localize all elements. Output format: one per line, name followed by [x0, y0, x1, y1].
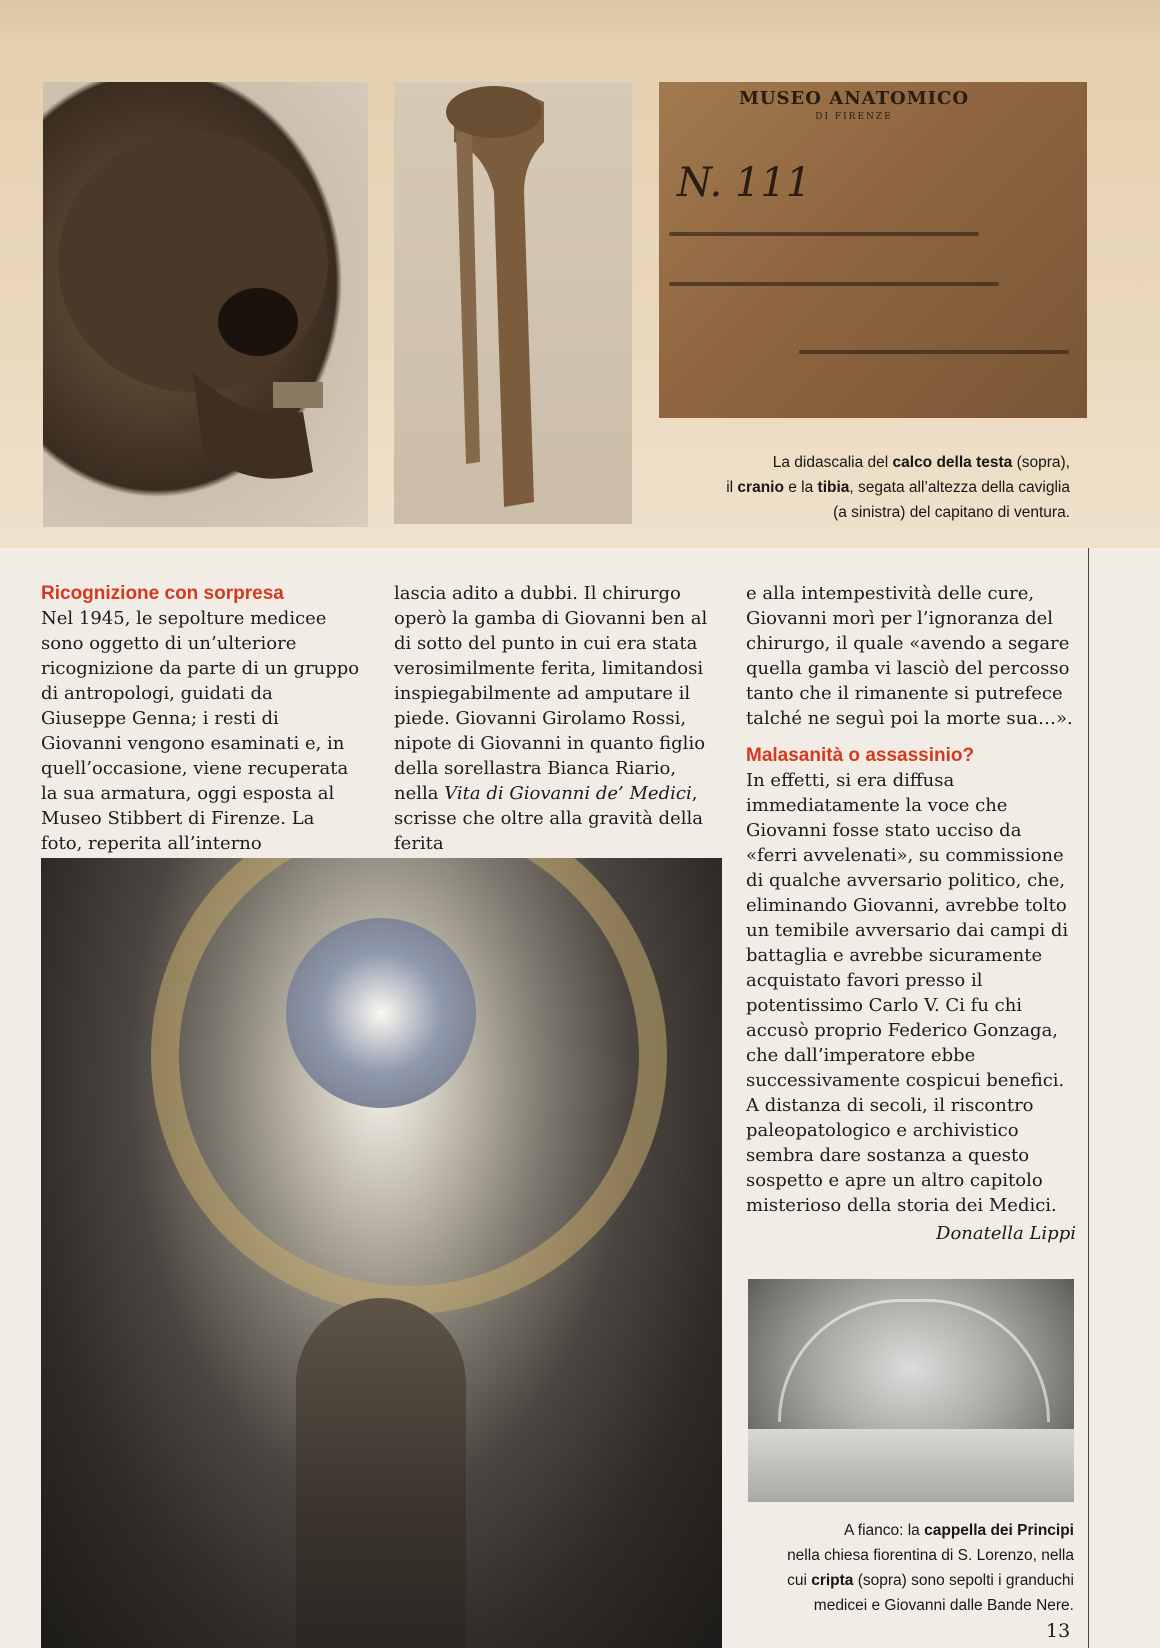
- handwriting-line: [669, 232, 979, 236]
- book-title: Vita di Giovanni de’ Medici: [444, 783, 692, 804]
- caption-text: A fianco: la: [843, 1522, 925, 1539]
- museum-label-heading: MUSEO ANATOMICO: [738, 88, 970, 109]
- header-strip: [0, 0, 1160, 58]
- caption-text: , segata all’altezza della caviglia: [849, 479, 1070, 496]
- caption-top: [640, 450, 1070, 525]
- column-rule: [1088, 548, 1089, 1648]
- caption-bold: cripta: [811, 1572, 854, 1589]
- handwriting-line: [669, 282, 999, 286]
- body-text-part: , scrisse che oltre alla gravità della ferita: [394, 783, 703, 854]
- author-name: Donatella Lippi: [936, 1223, 1076, 1244]
- tibia-illustration: [394, 82, 632, 524]
- caption-text: e la: [783, 479, 818, 496]
- body-text-part: lascia adito a dubbi. Il chirurgo operò la gamba di Giovanni ben al di sotto del punto in cui era stata verosimilmente ferita, limitandosi inspiegabilmente ad amputare il piede. Giovanni Girolamo Rossi, nipote di Giovanni in quanto figlio della sorellastra Bianca Riario, nella: [394, 583, 708, 804]
- page-number: 13: [1046, 1620, 1071, 1642]
- crypt-vault: [778, 1299, 1050, 1422]
- crypt-floor: [748, 1429, 1074, 1502]
- altar-apse: [296, 1298, 466, 1648]
- section-heading-ricognizione: Ricognizione con sorpresa: [41, 583, 284, 604]
- caption-text: (sopra) sono sepolti i granduchi: [853, 1572, 1074, 1589]
- dome-lantern: [286, 918, 476, 1108]
- chapel-dome-photo: [41, 858, 722, 1648]
- column-1: [41, 581, 361, 881]
- handwriting-line: [799, 350, 1069, 354]
- museum-label-subheading: DI FIRENZE: [815, 112, 893, 122]
- caption-text: (sopra),: [1012, 454, 1070, 471]
- section-heading-malasanita: Malasanità o assassinio?: [746, 745, 975, 766]
- body-text: In effetti, si era diffusa immediatamente la voce che Giovanni fosse stato ucciso da «ferri avvelenati», su commissione di qualche avversario politico, che, eliminando Giovanni, avrebbe tolto un temibile avversario dai campi di battaglia e avrebbe sicuramente acquistato favori presso il potentissimo Carlo V. Ci fu chi accusò proprio Federico Gonzaga, che dall’imperatore ebbe successivamente cospicui benefici. A distanza di secoli, il riscontro paleopatologico e archivistico sembra dare sostanza a questo sospetto e apre un altro capitolo misterioso della storia dei Medici.: [746, 770, 1069, 1216]
- body-text: [394, 581, 714, 856]
- crypt-photo: [748, 1279, 1074, 1502]
- caption-bottom: [740, 1518, 1074, 1618]
- museum-label-photo: [659, 82, 1087, 418]
- column-3: [746, 581, 1076, 1246]
- body-text: Nel 1945, le sepolture medicee sono oggetto di un’ulteriore ricognizione da parte di un gruppo di antropologi, guidati da Giuseppe Genna; i resti di Giovanni vengono esaminati e, in quell’occasione, viene recuperata la sua armatura, oggi esposta al Museo Stibbert di Firenze. La foto, reperita all’interno: [41, 608, 360, 854]
- caption-bold: calco della testa: [892, 454, 1013, 471]
- museum-label-number: N. 111: [677, 160, 812, 206]
- body-text: e alla intempestività delle cure, Giovanni morì per l’ignoranza del chirurgo, il quale «avendo a segare quella gamba vi lasciò del percosso tanto che il rimanente si putrefece talché ne seguì poi la morte sua…».: [746, 583, 1073, 729]
- caption-bold: cappella dei Principi: [924, 1522, 1074, 1539]
- skull-photo: [43, 82, 368, 527]
- caption-text: medicei e Giovanni dalle Bande Nere.: [813, 1597, 1074, 1614]
- caption-text: nella chiesa fiorentina di S. Lorenzo, nella: [787, 1547, 1074, 1564]
- caption-text: La didascalia del: [772, 454, 893, 471]
- caption-bold: cranio: [737, 479, 784, 496]
- tibia-photo: [394, 82, 632, 524]
- caption-text: cui: [787, 1572, 812, 1589]
- skull-illustration: [43, 82, 368, 527]
- caption-text: il: [726, 479, 738, 496]
- caption-text: (a sinistra) del capitano di ventura.: [833, 504, 1070, 521]
- column-2: [394, 581, 714, 856]
- caption-bold: tibia: [817, 479, 850, 496]
